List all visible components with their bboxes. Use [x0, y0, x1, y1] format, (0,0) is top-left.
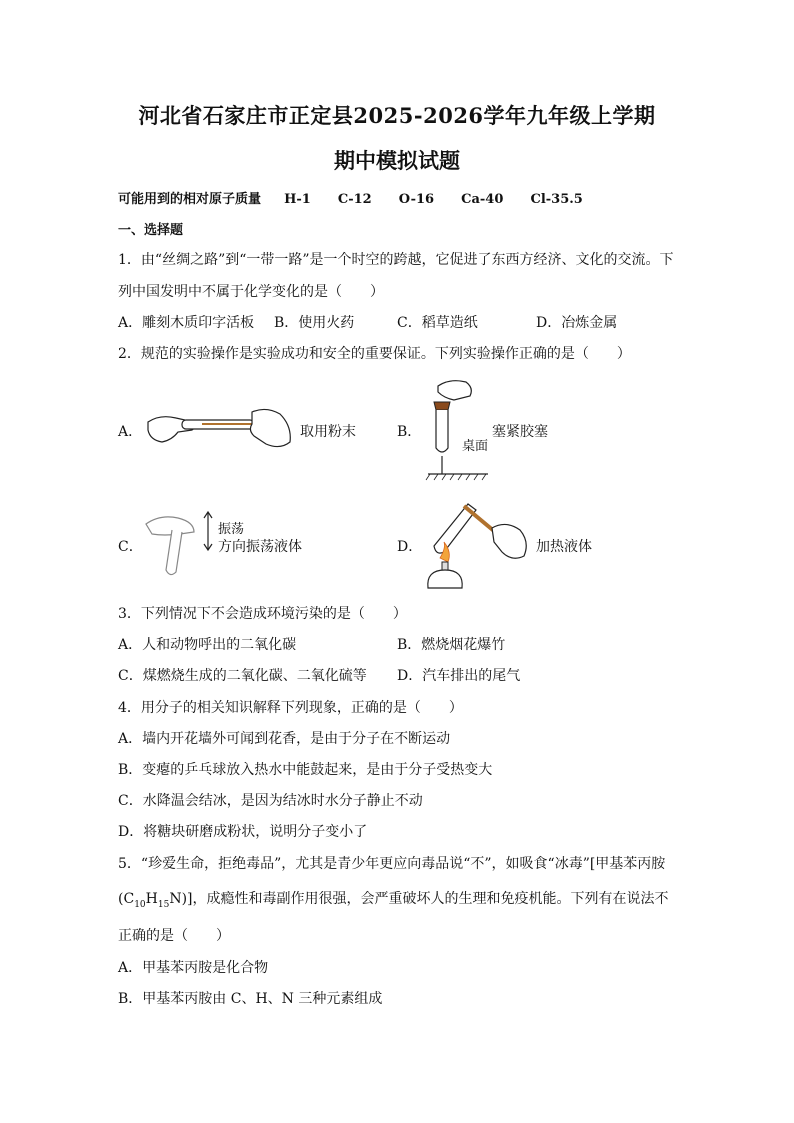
q5-option-b: B．甲基苯丙胺由 C、H、N 三种元素组成: [118, 991, 383, 1007]
exam-title: 河北省石家庄市正定县2025-2026学年九年级上学期: [138, 103, 656, 128]
q5-stem-line3: 正确的是（ ）: [118, 928, 230, 944]
atomic-mass-row: [118, 188, 583, 207]
q1-stem-line2: 列中国发明中不属于化学变化的是（ ）: [118, 284, 384, 300]
atomic-mass-cl: Cl-35.5: [530, 192, 583, 207]
q2-option-c-caption-line2: 方向振荡液体: [218, 539, 302, 555]
exam-subtitle: 期中模拟试题: [334, 148, 460, 173]
q2-stem: 2．规范的实验操作是实验成功和安全的重要保证。下列实验操作正确的是（ ）: [118, 346, 631, 362]
q2-option-b-desk-label: 桌面: [462, 439, 489, 454]
q2-option-c-letter: C．: [118, 539, 143, 555]
q2-option-a-letter: A．: [118, 424, 143, 440]
atomic-mass-o: O-16: [398, 192, 435, 207]
section-heading: 一、选择题: [118, 223, 184, 238]
q5-stem-line2: [118, 888, 669, 910]
q4-option-a: A．墙内开花墙外可闻到花香，是由于分子在不断运动: [118, 731, 451, 747]
q3-option-c: C．煤燃烧生成的二氧化碳、二氧化硫等: [118, 668, 367, 684]
q4-option-c: C．水降温会结冰，是因为结冰时水分子静止不动: [118, 793, 423, 809]
q1-option-a: A．雕刻木质印字活板: [118, 315, 255, 331]
shake-tube-illustration: [142, 508, 202, 580]
atomic-mass-h: H-1: [284, 192, 311, 207]
q3-option-b: B．燃烧烟花爆竹: [397, 637, 506, 653]
q2-option-b-letter: B．: [397, 424, 422, 440]
q1-stem-line1: 1．由“丝绸之路”到“一带一路”是一个时空的跨越，它促进了东西方经济、文化的交流。下: [118, 252, 674, 268]
q1-option-b: B．使用火药: [274, 315, 355, 331]
q2-option-d-caption: 加热液体: [536, 539, 592, 555]
q5-option-a: A．甲基苯丙胺是化合物: [118, 960, 269, 976]
atomic-mass-label: 可能用到的相对原子质量: [118, 192, 262, 207]
q4-stem: 4．用分子的相关知识解释下列现象，正确的是（ ）: [118, 700, 463, 716]
q5-stem-line2-text: ]，成瘾性和毒副作用很强，会严重破坏人的生理和免疫机能。下列有在说法不: [187, 891, 669, 907]
q2-option-a-caption: 取用粉末: [300, 424, 356, 440]
q3-option-a: A．人和动物呼出的二氧化碳: [118, 637, 297, 653]
up-down-arrow-icon: [202, 510, 214, 552]
q2-option-d-letter: D．: [397, 539, 423, 555]
q4-option-d: D．将糖块研磨成粉状，说明分子变小了: [118, 824, 368, 840]
q5-stem-line1: 5．“珍爱生命，拒绝毒品”，尤其是青少年更应向毒品说“不”，如吸食“冰毒”[甲基苯丙胺: [118, 856, 666, 872]
q2-option-b-caption: 塞紧胶塞: [492, 424, 548, 440]
q4-option-b: B．变瘪的乒乓球放入热水中能鼓起来，是由于分子受热变大: [118, 762, 493, 778]
atomic-mass-c: C-12: [337, 192, 372, 207]
powder-tube-illustration: [142, 400, 302, 456]
q5-formula: $(C_{10}H_{15}N)$: [118, 891, 188, 910]
atomic-mass-ca: Ca-40: [461, 192, 504, 207]
q2-option-c-caption-line1: 振荡: [218, 522, 245, 537]
heating-liquid-illustration: [416, 496, 532, 592]
stopper-tube-illustration: [420, 376, 490, 486]
q3-option-d: D．汽车排出的尾气: [397, 668, 521, 684]
q1-option-d: D．冶炼金属: [536, 315, 618, 331]
q1-option-c: C．稻草造纸: [397, 315, 478, 331]
q3-stem: 3．下列情况下不会造成环境污染的是（ ）: [118, 606, 407, 622]
